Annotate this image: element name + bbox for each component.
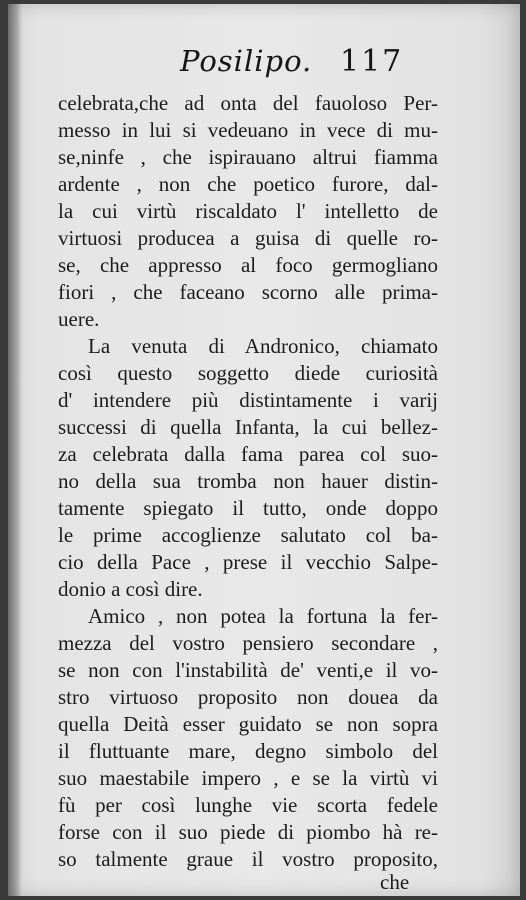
text-line: successi di quella Infanta, la cui bellez- — [58, 415, 438, 439]
text-line: mezza del vostro pensiero secondare , — [58, 631, 438, 655]
text-line: so talmente graue il vostro proposito, — [58, 847, 438, 871]
text-line: se, che appresso al foco germogliano — [58, 253, 438, 277]
running-title: Posilipo. — [180, 44, 313, 78]
text-line: così questo soggetto diede curiosità — [58, 361, 438, 385]
text-line: le prime accoglienze salutato col ba- — [58, 523, 438, 547]
page-number: 117 — [340, 44, 404, 79]
text-line: se,ninfe , che ispirauano altrui fiamma — [58, 145, 438, 169]
text-line: tamente spiegato il tutto, onde doppo — [58, 496, 438, 520]
text-line: messo in lui si vedeuano in vece di mu- — [58, 118, 438, 142]
paragraph-start: La venuta di Andronico, chiamato — [88, 334, 438, 358]
text-line: la cui virtù riscaldato l' intelletto de — [58, 199, 438, 223]
text-line: il fluttuante mare, degno simbolo del — [58, 739, 438, 763]
text-line: forse con il suo piede di piombo hà re- — [58, 820, 438, 844]
text-line: no della sua tromba non hauer distin- — [58, 469, 438, 493]
body-text — [8, 4, 520, 896]
text-line: fù per così lunghe vie scorta fedele — [58, 793, 438, 817]
text-line: ardente , non che poetico furore, dal- — [58, 172, 438, 196]
text-line: za celebrata dalla fama parea col suo- — [58, 442, 438, 466]
text-line: virtuosi producea a guisa di quelle ro- — [58, 226, 438, 250]
text-line: uere. — [58, 307, 100, 331]
text-line: suo maestabile impero , e se la virtù vi — [58, 766, 438, 790]
text-line: quella Deità esser guidato se non sopra — [58, 712, 438, 736]
paragraph-start: Amico , non potea la fortuna la fer- — [88, 604, 438, 628]
text-line: celebrata,che ad onta del fauoloso Per- — [58, 91, 438, 115]
text-line: stro virtuoso proposito non douea da — [58, 685, 438, 709]
text-line: cio della Pace , prese il vecchio Salpe- — [58, 550, 438, 574]
catchword: che — [380, 870, 410, 894]
text-line: fiori , che faceano scorno alle prima- — [58, 280, 438, 304]
text-line: se non con l'instabilità de' venti,e il vo- — [58, 658, 438, 682]
text-line: d' intendere più distintamente i varij — [58, 388, 438, 412]
text-line: donio a così dire. — [58, 577, 203, 601]
book-page — [8, 4, 520, 896]
